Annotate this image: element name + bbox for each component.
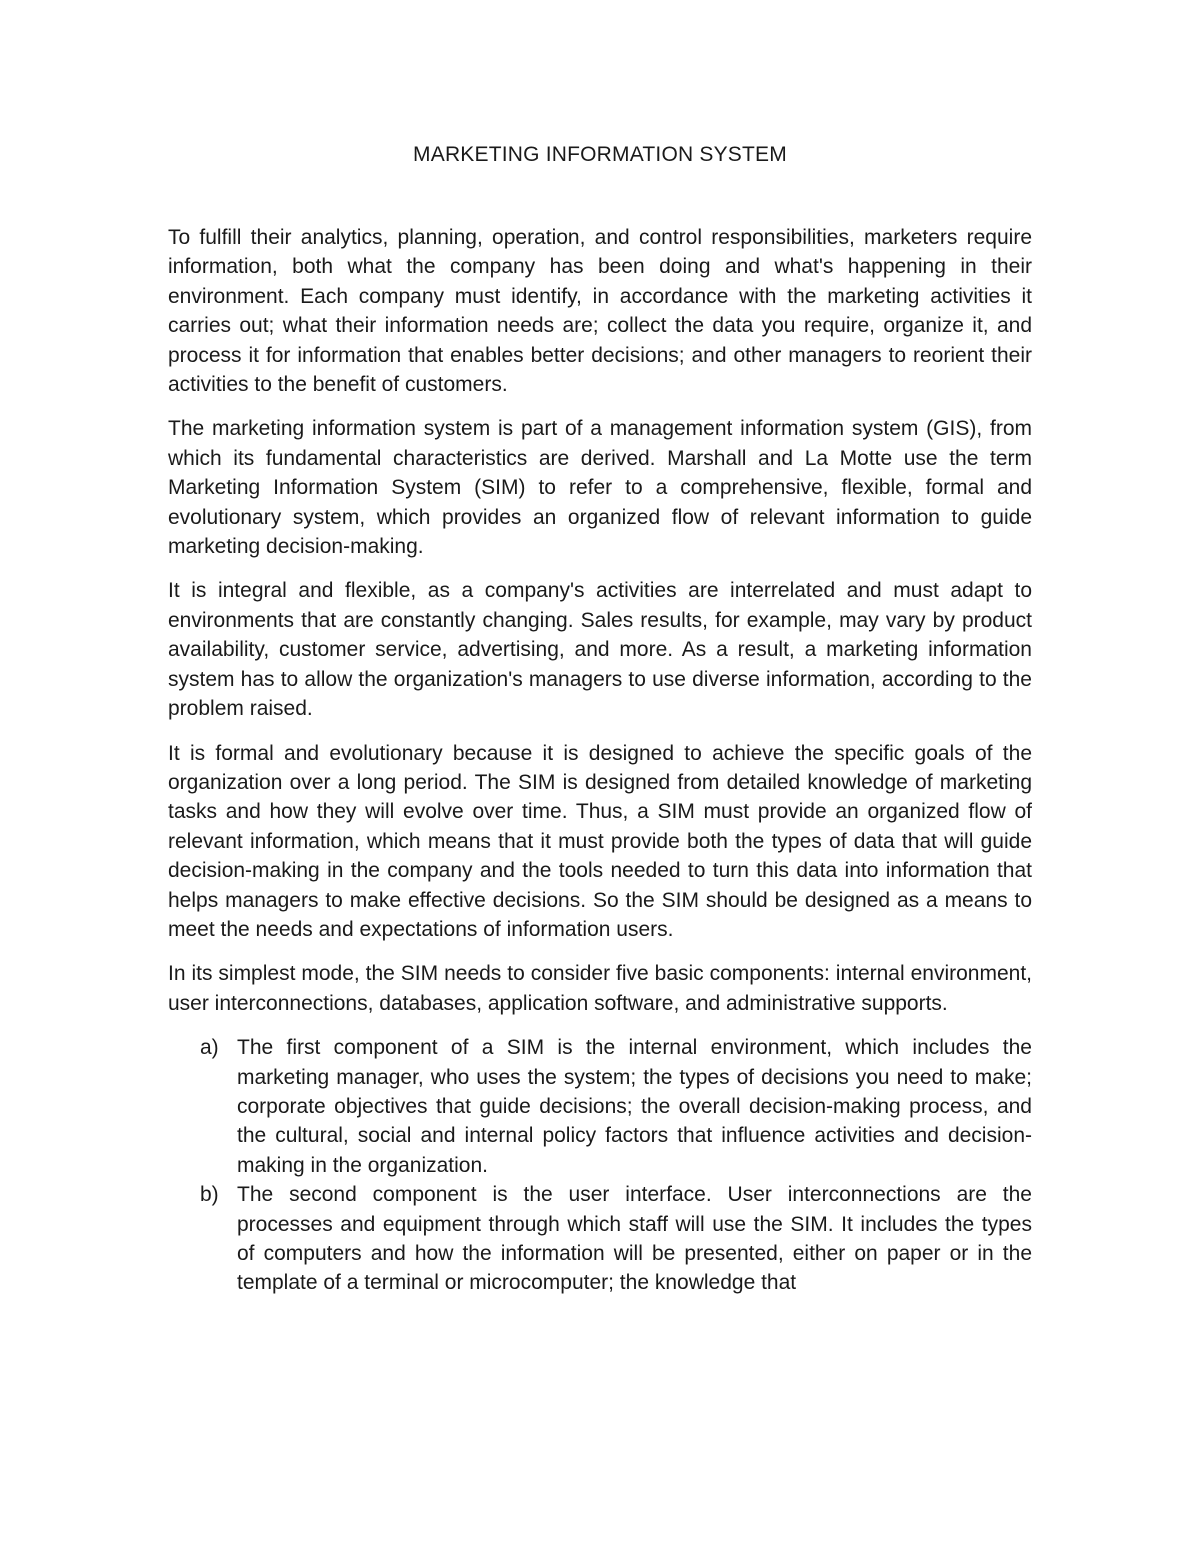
- list-marker: b): [200, 1183, 219, 1207]
- list-marker: a): [200, 1036, 219, 1060]
- paragraph-5: In its simplest mode, the SIM needs to consider five basic components: internal environment, user interconnections, databases, application software, and administrative supports.: [168, 962, 1032, 1015]
- paragraph-1: To fulfill their analytics, planning, operation, and control responsibilities, marketers require information, both what the company has been doing and what's happening in their environment. Each company must identify, in accordance with the marketing activities it carries out; what their information needs are; collect the data you require, organize it, and process it for information that enables better decisions; and other managers to reorient their activities to the benefit of customers.: [168, 226, 1032, 397]
- list-item: [168, 1180, 1032, 1298]
- paragraph-2: The marketing information system is part of a management information system (GIS), from which its fundamental characteristics are derived. Marshall and La Motte use the term Marketing Information System (SIM) to refer to a comprehensive, flexible, formal and evolutionary system, which provides an organized flow of relevant information to guide marketing decision-making.: [168, 417, 1032, 559]
- list-item-text: The first component of a SIM is the internal environment, which includes the marketing manager, who uses the system; the types of decisions you need to make; corporate objectives that guide decisions; the overall decision-making process, and the cultural, social and internal policy factors that influence activities and decision-making in the organization.: [237, 1036, 1032, 1177]
- paragraph-3: It is integral and flexible, as a company's activities are interrelated and must adapt to environments that are constantly changing. Sales results, for example, may vary by product availability, customer service, advertising, and more. As a result, a marketing information system has to allow the organization's managers to use diverse information, according to the problem raised.: [168, 579, 1032, 721]
- list-item-text: The second component is the user interface. User interconnections are the processes and equipment through which staff will use the SIM. It includes the types of computers and how the information will be presented, either on paper or in the template of a terminal or microcomputer; the knowledge that: [237, 1183, 1032, 1295]
- list-item: [168, 1033, 1032, 1180]
- document-page: [168, 140, 1032, 1298]
- paragraph-4: It is formal and evolutionary because it is designed to achieve the specific goals of the organization over a long period. The SIM is designed from detailed knowledge of marketing tasks and how they will evolve over time. Thus, a SIM must provide an organized flow of relevant information, which means that it must provide both the types of data that will guide decision-making in the company and the tools needed to turn this data into information that helps managers to make effective decisions. So the SIM should be designed as a means to meet the needs and expectations of information users.: [168, 741, 1032, 941]
- components-list: [168, 1033, 1032, 1298]
- document-title: MARKETING INFORMATION SYSTEM: [413, 143, 787, 166]
